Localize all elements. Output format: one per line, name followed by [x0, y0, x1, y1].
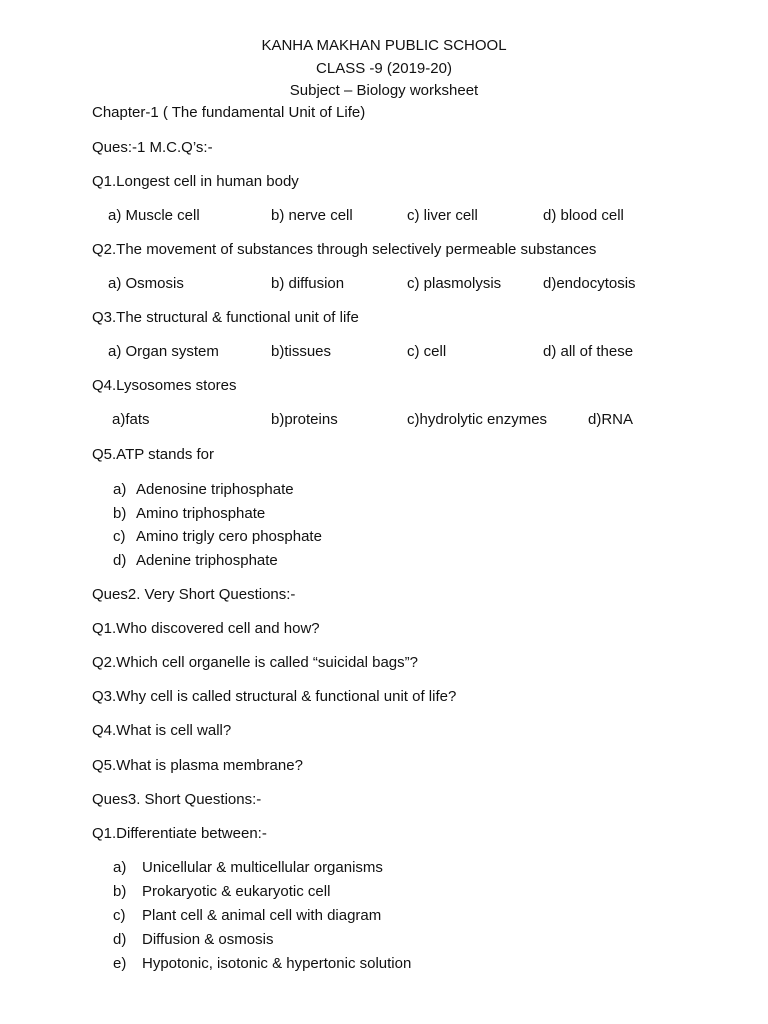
mcq-question-1: Q1.Longest cell in human body: [92, 173, 299, 190]
list-text: Adenine triphosphate: [136, 552, 278, 569]
subject-line: Subject – Biology worksheet: [289, 82, 479, 99]
short-question: Q5.What is plasma membrane?: [92, 757, 303, 774]
option-c: c) cell: [407, 343, 447, 360]
list-marker: a): [113, 859, 127, 876]
option-a: a) Osmosis: [108, 275, 184, 292]
option-c: c) liver cell: [407, 207, 478, 224]
section2-heading: Ques2. Very Short Questions:-: [92, 586, 296, 603]
chapter-title: Chapter-1 ( The fundamental Unit of Life): [92, 104, 366, 121]
short-question: Q3.Why cell is called structural & functional unit of life?: [92, 688, 457, 705]
list-marker: b): [113, 505, 127, 522]
option-b: b)proteins: [271, 411, 338, 428]
mcq-question-5: Q5.ATP stands for: [92, 446, 214, 463]
section3-heading: Ques3. Short Questions:-: [92, 791, 262, 808]
list-text: Adenosine triphosphate: [136, 481, 294, 498]
list-text: Prokaryotic & eukaryotic cell: [142, 883, 331, 900]
school-name: KANHA MAKHAN PUBLIC SCHOOL: [261, 37, 507, 54]
short-question: Q1.Who discovered cell and how?: [92, 620, 320, 637]
option-d: d) blood cell: [543, 207, 624, 224]
list-text: Amino trigly cero phosphate: [136, 528, 322, 545]
list-text: Unicellular & multicellular organisms: [142, 859, 383, 876]
option-c: c) plasmolysis: [407, 275, 502, 292]
option-c: c)hydrolytic enzymes: [407, 411, 548, 428]
short-question: Q4.What is cell wall?: [92, 722, 232, 739]
option-a: a)fats: [112, 411, 150, 428]
mcq-question-2: Q2.The movement of substances through selectively permeable substances: [92, 241, 597, 258]
option-a: a) Organ system: [108, 343, 219, 360]
section1-heading: Ques:-1 M.C.Q’s:-: [92, 139, 213, 156]
list-text: Plant cell & animal cell with diagram: [142, 907, 382, 924]
list-marker: c): [113, 907, 126, 924]
option-d: d)RNA: [588, 411, 634, 428]
option-b: b) diffusion: [271, 275, 345, 292]
option-d: d) all of these: [543, 343, 634, 360]
list-marker: a): [113, 481, 127, 498]
list-marker: b): [113, 883, 127, 900]
mcq-question-4: Q4.Lysosomes stores: [92, 377, 237, 394]
list-marker: d): [113, 931, 127, 948]
short-question: Q2.Which cell organelle is called “suicidal bags”?: [92, 654, 418, 671]
option-a: a) Muscle cell: [108, 207, 200, 224]
option-b: b)tissues: [271, 343, 332, 360]
mcq-question-3: Q3.The structural & functional unit of life: [92, 309, 359, 326]
list-marker: c): [113, 528, 126, 545]
list-marker: d): [113, 552, 127, 569]
list-text: Diffusion & osmosis: [142, 931, 274, 948]
class-line: CLASS -9 (2019-20): [316, 60, 452, 77]
differentiate-question: Q1.Differentiate between:-: [92, 825, 267, 842]
option-b: b) nerve cell: [271, 207, 353, 224]
list-text: Hypotonic, isotonic & hypertonic solution: [142, 955, 412, 972]
option-d: d)endocytosis: [543, 275, 636, 292]
list-text: Amino triphosphate: [136, 505, 266, 522]
list-marker: e): [113, 955, 127, 972]
